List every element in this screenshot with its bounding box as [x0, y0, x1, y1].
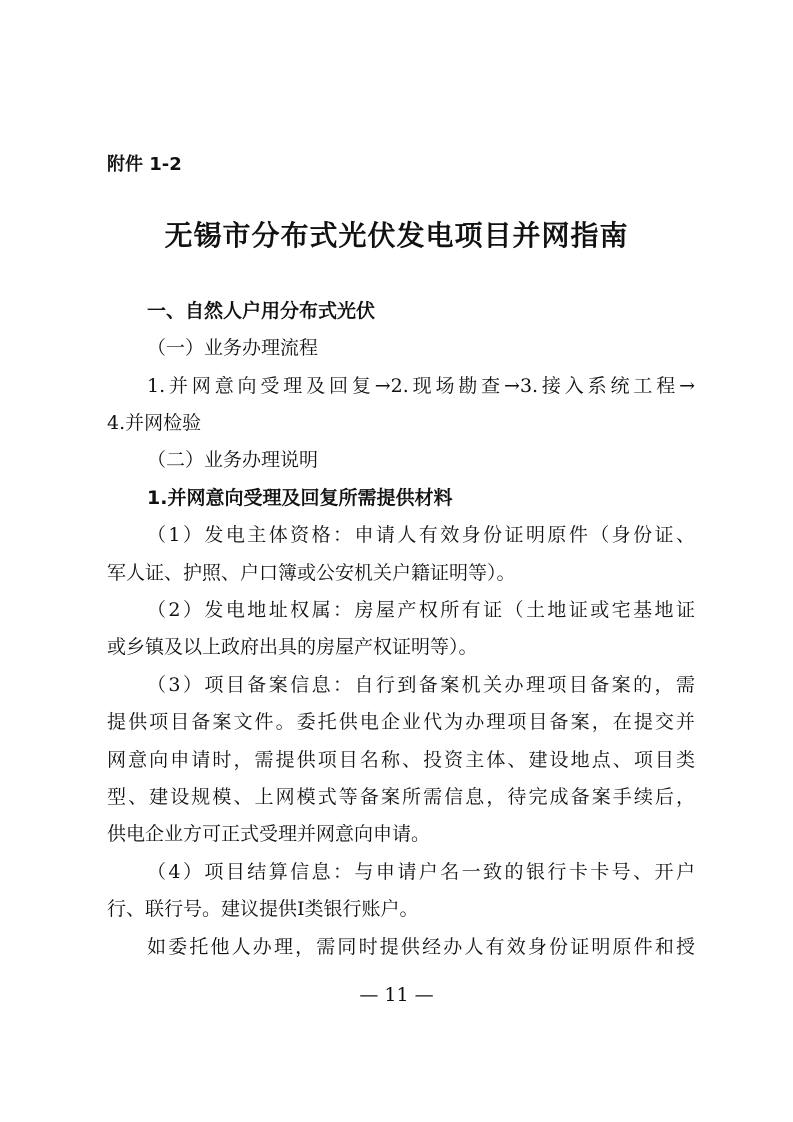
- paragraph-line: （4）项目结算信息：与申请户名一致的银行卡卡号、开户: [147, 861, 695, 883]
- page-number: — 11 —: [359, 984, 434, 1006]
- paragraph-line: （2）发电地址权属：房屋产权所有证（土地证或宅基地证: [147, 599, 695, 621]
- paragraph-line: 或乡镇及以上政府出具的房屋产权证明等）。: [107, 636, 478, 658]
- paragraph-line: （1）发电主体资格：申请人有效身份证明原件（身份证、: [147, 524, 695, 546]
- document-title: 无锡市分布式光伏发电项目并网指南: [164, 219, 629, 252]
- process-steps-line-1: 1.并网意向受理及回复→2.现场勘查→3.接入系统工程→: [147, 375, 695, 397]
- paragraph-line: 军人证、护照、户口簿或公安机关户籍证明等）。: [107, 562, 516, 584]
- materials-heading: 1.并网意向受理及回复所需提供材料: [147, 487, 453, 509]
- paragraph-line: 型、建设规模、上网模式等备案所需信息，待完成备案手续后，: [107, 786, 695, 808]
- subsection-heading-process: （一）业务办理流程: [147, 337, 319, 359]
- attachment-label: 附件 1-2: [107, 154, 182, 175]
- process-steps-line-2: 4.并网检验: [107, 412, 202, 434]
- paragraph-line: （3）项目备案信息：自行到备案机关办理项目备案的，需: [147, 674, 695, 696]
- subsection-heading-description: （二）业务办理说明: [147, 449, 319, 471]
- section-heading-1: 一、自然人户用分布式光伏: [147, 300, 376, 322]
- paragraph-line: 如委托他人办理，需同时提供经办人有效身份证明原件和授: [147, 936, 695, 958]
- paragraph-line: 网意向申请时，需提供项目名称、投资主体、建设地点、项目类: [107, 749, 695, 771]
- paragraph-line: 供电企业方可正式受理并网意向申请。: [107, 823, 431, 845]
- paragraph-line: 行、联行号。建议提供Ⅰ类银行账户。: [107, 898, 419, 920]
- paragraph-line: 提供项目备案文件。委托供电企业代为办理项目备案，在提交并: [107, 711, 695, 733]
